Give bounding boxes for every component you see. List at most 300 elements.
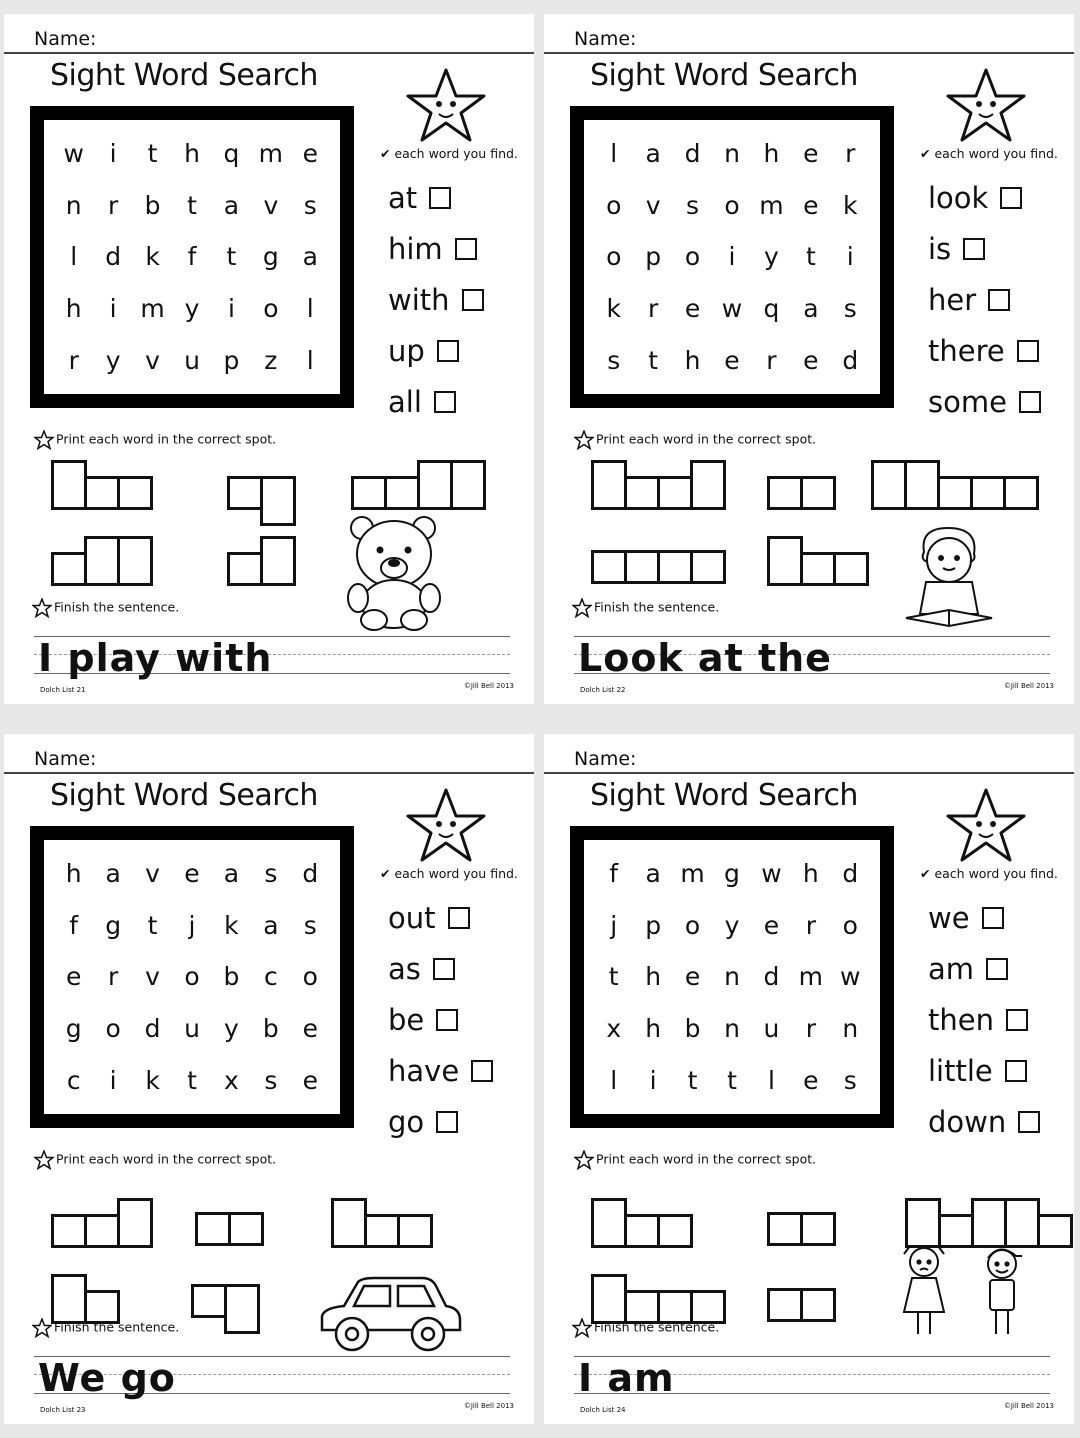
grid-letter[interactable]: b: [144, 190, 161, 220]
word-item: [928, 223, 1041, 274]
grid-letter[interactable]: e: [684, 294, 701, 324]
grid-letter[interactable]: s: [303, 910, 317, 940]
grid-letter[interactable]: p: [223, 345, 240, 375]
grid-letter[interactable]: s: [264, 859, 278, 889]
grid-letter[interactable]: w: [63, 139, 84, 169]
word-text: little: [928, 1053, 993, 1088]
grid-letter[interactable]: r: [845, 139, 856, 169]
word-search-frame: [30, 106, 354, 408]
grid-letter[interactable]: g: [105, 910, 122, 940]
grid-letter[interactable]: m: [798, 962, 824, 992]
grid-letter[interactable]: h: [645, 1014, 662, 1044]
grid-letter[interactable]: j: [188, 910, 196, 940]
word-checkbox[interactable]: [437, 340, 459, 362]
word-checkbox[interactable]: [433, 958, 455, 980]
grid-letter[interactable]: i: [109, 139, 117, 169]
grid-letter[interactable]: v: [145, 962, 160, 992]
grid-letter[interactable]: s: [843, 294, 857, 324]
grid-letter[interactable]: e: [803, 345, 819, 375]
word-shape-boxes[interactable]: [770, 1212, 836, 1246]
word-item: [388, 325, 484, 376]
word-text: we: [928, 900, 970, 935]
grid-letter[interactable]: u: [184, 345, 200, 375]
letter-box[interactable]: [417, 460, 453, 510]
grid-letter[interactable]: o: [184, 962, 200, 992]
word-shape-boxes[interactable]: [230, 476, 296, 510]
grid-letter[interactable]: s: [686, 190, 700, 220]
letter-box[interactable]: [971, 1198, 1007, 1248]
word-checkbox[interactable]: [982, 907, 1004, 929]
grid-letter[interactable]: r: [647, 294, 659, 324]
word-item: [928, 892, 1040, 943]
grid-letter[interactable]: t: [147, 910, 158, 940]
letter-box[interactable]: [227, 552, 263, 586]
name-label: Name:: [574, 28, 637, 50]
letter-box[interactable]: [84, 1214, 120, 1248]
letter-box[interactable]: [191, 1284, 227, 1318]
word-shape-boxes[interactable]: [770, 536, 869, 586]
star-face-icon: [406, 786, 486, 864]
grid-letter[interactable]: a: [645, 139, 661, 169]
grid-letter[interactable]: t: [687, 1065, 698, 1095]
letter-box[interactable]: [227, 476, 263, 510]
grid-letter[interactable]: l: [306, 345, 314, 375]
copyright-label: ©Jill Bell 2013: [1003, 1402, 1054, 1410]
grid-letter[interactable]: a: [803, 294, 819, 324]
word-text: then: [928, 1002, 994, 1037]
word-item: [928, 994, 1040, 1045]
word-checkbox[interactable]: [963, 238, 985, 260]
grid-letter[interactable]: a: [302, 242, 318, 272]
grid-letter[interactable]: r: [805, 910, 816, 940]
grid-letter[interactable]: y: [724, 910, 740, 940]
grid-letter[interactable]: a: [263, 910, 279, 940]
grid-letter[interactable]: k: [145, 1065, 160, 1095]
sentence-starter: I play with: [38, 636, 273, 680]
grid-letter[interactable]: o: [684, 910, 701, 940]
grid-letter[interactable]: d: [684, 139, 701, 169]
grid-letter[interactable]: m: [258, 139, 284, 169]
grid-letter[interactable]: n: [724, 962, 740, 992]
grid-letter[interactable]: d: [763, 962, 780, 992]
word-text: him: [388, 231, 443, 266]
grid-letter[interactable]: q: [763, 294, 780, 324]
letter-box[interactable]: [195, 1212, 231, 1246]
letter-box[interactable]: [364, 1214, 400, 1248]
grid-letter[interactable]: e: [724, 345, 740, 375]
word-shape-boxes[interactable]: [770, 1288, 836, 1322]
word-shape-boxes[interactable]: [594, 1198, 693, 1248]
copyright-label: ©Jill Bell 2013: [1003, 682, 1054, 690]
grid-letter[interactable]: e: [66, 962, 82, 992]
grid-letter[interactable]: h: [802, 859, 819, 889]
grid-letter[interactable]: d: [302, 859, 319, 889]
letter-box[interactable]: [767, 536, 803, 586]
grid-letter[interactable]: o: [606, 242, 622, 272]
word-text: with: [388, 282, 450, 317]
word-item: [928, 943, 1040, 994]
grid-letter[interactable]: n: [724, 139, 740, 169]
finish-instruction: [572, 1318, 719, 1338]
grid-letter[interactable]: r: [805, 1014, 816, 1044]
grid-letter[interactable]: s: [264, 1065, 278, 1095]
letter-box[interactable]: [624, 476, 660, 510]
grid-letter[interactable]: c: [263, 962, 278, 992]
grid-letter[interactable]: e: [803, 190, 819, 220]
word-checkbox[interactable]: [436, 1009, 458, 1031]
grid-letter[interactable]: t: [727, 1065, 737, 1095]
grid-letter[interactable]: o: [684, 242, 701, 272]
word-shape-boxes[interactable]: [334, 1198, 433, 1248]
grid-letter[interactable]: n: [842, 1014, 859, 1044]
grid-letter[interactable]: k: [606, 294, 621, 324]
finish-instruction: [32, 598, 179, 618]
grid-letter[interactable]: a: [223, 190, 240, 220]
word-search-grid: [54, 848, 330, 1106]
grid-letter[interactable]: t: [805, 242, 816, 272]
grid-letter[interactable]: t: [147, 139, 158, 169]
worksheet-dolch-24: [544, 734, 1074, 1424]
worksheet-title: Sight Word Search: [590, 778, 858, 813]
letter-box[interactable]: [84, 536, 120, 586]
grid-letter[interactable]: e: [803, 1065, 819, 1095]
word-shape-boxes[interactable]: [54, 536, 153, 586]
grid-letter[interactable]: w: [761, 859, 782, 889]
word-text: at: [388, 180, 418, 215]
letter-box[interactable]: [224, 1284, 260, 1334]
letter-box[interactable]: [833, 552, 869, 586]
grid-letter[interactable]: w: [721, 294, 743, 324]
word-checkbox[interactable]: [455, 238, 477, 260]
letter-box[interactable]: [397, 1214, 433, 1248]
worksheet-dolch-22: [544, 14, 1074, 704]
letter-box[interactable]: [657, 1214, 693, 1248]
grid-letter[interactable]: y: [764, 242, 779, 272]
grid-letter[interactable]: i: [227, 294, 235, 324]
word-checkbox[interactable]: [434, 391, 456, 413]
word-text: some: [928, 384, 1007, 419]
letter-box[interactable]: [117, 476, 153, 510]
teddy-bear-illustration: [344, 514, 444, 632]
letter-box[interactable]: [51, 1214, 87, 1248]
grid-letter[interactable]: p: [645, 242, 662, 272]
grid-letter[interactable]: v: [645, 190, 661, 220]
letter-box[interactable]: [228, 1212, 264, 1246]
print-instruction: [34, 430, 276, 450]
star-icon: [32, 1320, 54, 1335]
grid-letter[interactable]: d: [105, 242, 122, 272]
grid-letter[interactable]: e: [302, 139, 318, 169]
grid-letter[interactable]: b: [223, 962, 240, 992]
grid-letter[interactable]: e: [684, 962, 701, 992]
star-face-icon: [946, 66, 1026, 144]
word-shape-boxes[interactable]: [54, 1198, 153, 1248]
letter-box[interactable]: [767, 1288, 803, 1322]
word-item: [388, 274, 484, 325]
letter-box[interactable]: [117, 536, 153, 586]
word-checkbox[interactable]: [462, 289, 484, 311]
word-item: [928, 325, 1041, 376]
word-list: [388, 172, 484, 427]
word-checkbox[interactable]: [436, 1111, 458, 1133]
letter-box[interactable]: [591, 1198, 627, 1248]
word-shape-boxes[interactable]: [594, 460, 726, 510]
letter-box[interactable]: [657, 476, 693, 510]
word-shape-boxes[interactable]: [594, 550, 726, 584]
word-search-frame: [570, 106, 894, 408]
grid-letter[interactable]: i: [109, 294, 117, 324]
letter-box[interactable]: [657, 550, 693, 584]
grid-letter[interactable]: i: [728, 242, 736, 272]
letter-box[interactable]: [450, 460, 486, 510]
grid-letter[interactable]: g: [262, 242, 279, 272]
grid-letter[interactable]: x: [224, 1065, 239, 1095]
grid-letter[interactable]: o: [842, 910, 858, 940]
word-list: [388, 892, 493, 1147]
letter-box[interactable]: [84, 476, 120, 510]
letter-box[interactable]: [1003, 476, 1039, 510]
letter-box[interactable]: [591, 460, 627, 510]
word-text: there: [928, 333, 1005, 368]
star-icon: [574, 1152, 596, 1167]
word-checkbox[interactable]: [1006, 1009, 1028, 1031]
grid-letter[interactable]: e: [302, 1014, 318, 1044]
word-shape-boxes[interactable]: [230, 536, 296, 586]
grid-letter[interactable]: f: [69, 910, 79, 940]
grid-letter[interactable]: r: [107, 190, 119, 220]
grid-letter[interactable]: i: [649, 1065, 657, 1095]
grid-letter[interactable]: r: [107, 962, 119, 992]
grid-letter[interactable]: o: [302, 962, 318, 992]
letter-box[interactable]: [351, 476, 387, 510]
grid-letter[interactable]: o: [263, 294, 279, 324]
letter-box[interactable]: [591, 1274, 627, 1324]
grid-letter[interactable]: v: [145, 859, 160, 889]
grid-letter[interactable]: m: [759, 190, 784, 220]
word-text: all: [388, 384, 422, 419]
word-checkbox[interactable]: [448, 907, 470, 929]
letter-box[interactable]: [800, 1288, 836, 1322]
grid-letter[interactable]: h: [65, 294, 82, 324]
grid-letter[interactable]: t: [187, 1065, 197, 1095]
grid-letter[interactable]: d: [144, 1014, 161, 1044]
grid-letter[interactable]: o: [724, 190, 740, 220]
word-item: [928, 274, 1041, 325]
grid-letter[interactable]: n: [65, 190, 82, 220]
letter-box[interactable]: [260, 476, 296, 526]
star-icon: [572, 600, 594, 615]
worksheet-title: Sight Word Search: [50, 58, 318, 93]
grid-letter[interactable]: u: [184, 1014, 200, 1044]
grid-letter[interactable]: y: [224, 1014, 239, 1044]
dolch-list-label: Dolch List 22: [580, 686, 626, 694]
letter-box[interactable]: [905, 1198, 941, 1248]
grid-letter[interactable]: k: [145, 242, 160, 272]
letter-box[interactable]: [904, 460, 940, 510]
letter-box[interactable]: [624, 1214, 660, 1248]
grid-letter[interactable]: e: [302, 1065, 318, 1095]
letter-box[interactable]: [384, 476, 420, 510]
word-checkbox[interactable]: [429, 187, 451, 209]
grid-letter[interactable]: b: [262, 1014, 279, 1044]
letter-box[interactable]: [624, 550, 660, 584]
grid-letter[interactable]: p: [645, 910, 662, 940]
grid-letter[interactable]: g: [724, 859, 740, 889]
word-item: [388, 994, 493, 1045]
grid-letter[interactable]: c: [66, 1065, 81, 1095]
star-icon: [32, 600, 54, 615]
grid-letter[interactable]: f: [187, 242, 197, 272]
grid-letter[interactable]: q: [223, 139, 240, 169]
word-shape-boxes[interactable]: [354, 460, 486, 510]
grid-letter[interactable]: u: [763, 1014, 780, 1044]
grid-letter[interactable]: s: [843, 1065, 857, 1095]
grid-letter[interactable]: b: [684, 1014, 701, 1044]
word-checkbox[interactable]: [1000, 187, 1022, 209]
letter-box[interactable]: [690, 550, 726, 584]
word-shape-boxes[interactable]: [594, 1274, 726, 1324]
worksheet-dolch-23: [4, 734, 534, 1424]
word-shape-boxes[interactable]: [54, 1274, 120, 1324]
word-item: [388, 376, 484, 427]
letter-box[interactable]: [591, 550, 627, 584]
grid-letter[interactable]: w: [840, 962, 861, 992]
finish-instruction: [572, 598, 719, 618]
star-icon: [34, 432, 56, 447]
word-text: her: [928, 282, 977, 317]
grid-letter[interactable]: e: [184, 859, 200, 889]
grid-letter[interactable]: e: [803, 139, 819, 169]
grid-letter[interactable]: y: [105, 345, 121, 375]
word-shape-boxes[interactable]: [770, 476, 836, 510]
letter-box[interactable]: [970, 476, 1006, 510]
grid-letter[interactable]: a: [645, 859, 661, 889]
letter-box[interactable]: [690, 460, 726, 510]
name-line: [4, 772, 534, 774]
letter-box[interactable]: [767, 476, 803, 510]
grid-letter[interactable]: m: [680, 859, 705, 889]
grid-letter[interactable]: x: [606, 1014, 622, 1044]
name-line: [544, 772, 1074, 774]
word-text: is: [928, 231, 952, 266]
word-shape-boxes[interactable]: [908, 1198, 1073, 1248]
letter-box[interactable]: [51, 1274, 87, 1324]
letter-box[interactable]: [800, 552, 836, 586]
word-checkbox[interactable]: [988, 289, 1010, 311]
grid-letter[interactable]: s: [303, 190, 317, 220]
word-item: [388, 1045, 493, 1096]
word-text: down: [928, 1104, 1007, 1139]
grid-letter[interactable]: t: [648, 345, 659, 375]
grid-letter[interactable]: l: [767, 1065, 775, 1095]
grid-letter[interactable]: r: [766, 345, 777, 375]
grid-letter[interactable]: v: [263, 190, 279, 220]
print-instruction-text: Print each word in the correct spot.: [596, 431, 817, 447]
grid-letter[interactable]: k: [224, 910, 239, 940]
grid-letter[interactable]: z: [264, 345, 278, 375]
grid-letter[interactable]: d: [842, 859, 859, 889]
grid-letter[interactable]: t: [226, 242, 237, 272]
grid-letter[interactable]: l: [610, 1065, 618, 1095]
letter-box[interactable]: [871, 460, 907, 510]
find-instruction: ✔ each word you find.: [920, 146, 1058, 161]
grid-letter[interactable]: l: [306, 294, 314, 324]
grid-letter[interactable]: t: [187, 190, 197, 220]
word-text: look: [928, 180, 989, 215]
word-checkbox[interactable]: [1017, 340, 1039, 362]
grid-letter[interactable]: j: [610, 910, 618, 940]
grid-letter[interactable]: i: [846, 242, 854, 272]
word-text: out: [388, 900, 436, 935]
grid-letter[interactable]: n: [724, 1014, 740, 1044]
grid-letter[interactable]: r: [68, 345, 79, 375]
letter-box[interactable]: [117, 1198, 153, 1248]
grid-letter[interactable]: o: [606, 190, 622, 220]
grid-letter[interactable]: h: [65, 859, 82, 889]
grid-letter[interactable]: i: [109, 1065, 117, 1095]
grid-letter[interactable]: k: [843, 190, 858, 220]
grid-letter[interactable]: l: [610, 139, 618, 169]
grid-letter[interactable]: o: [105, 1014, 121, 1044]
grid-letter[interactable]: s: [607, 345, 621, 375]
grid-letter[interactable]: l: [70, 242, 78, 272]
letter-box[interactable]: [800, 476, 836, 510]
copyright-label: ©Jill Bell 2013: [463, 1402, 514, 1410]
name-label: Name:: [34, 28, 97, 50]
letter-box[interactable]: [1004, 1198, 1040, 1248]
worksheet-dolch-21: [4, 14, 534, 704]
grid-letter[interactable]: a: [105, 859, 121, 889]
grid-letter[interactable]: d: [842, 345, 859, 375]
grid-letter[interactable]: t: [608, 962, 619, 992]
letter-box[interactable]: [51, 552, 87, 586]
letter-box[interactable]: [51, 460, 87, 510]
word-shape-boxes[interactable]: [194, 1284, 260, 1318]
letter-box[interactable]: [937, 476, 973, 510]
word-shape-boxes[interactable]: [54, 460, 153, 510]
word-checkbox[interactable]: [986, 958, 1008, 980]
word-search-grid: [594, 128, 870, 386]
sentence-starter: Look at the: [578, 636, 832, 680]
letter-box[interactable]: [800, 1212, 836, 1246]
grid-letter[interactable]: e: [763, 910, 780, 940]
grid-letter[interactable]: h: [645, 962, 662, 992]
print-instruction-text: Print each word in the correct spot.: [56, 1151, 277, 1167]
print-instruction-text: Print each word in the correct spot.: [596, 1151, 817, 1167]
grid-letter[interactable]: h: [184, 139, 200, 169]
word-checkbox[interactable]: [1019, 391, 1041, 413]
grid-letter[interactable]: v: [145, 345, 160, 375]
letter-box[interactable]: [331, 1198, 367, 1248]
word-shape-boxes[interactable]: [874, 460, 1039, 510]
word-checkbox[interactable]: [1018, 1111, 1040, 1133]
word-item: [928, 1096, 1040, 1147]
dolch-list-label: Dolch List 24: [580, 1406, 626, 1414]
grid-letter[interactable]: y: [184, 294, 200, 324]
grid-letter[interactable]: h: [684, 345, 701, 375]
word-checkbox[interactable]: [1005, 1060, 1027, 1082]
word-item: [388, 892, 493, 943]
letter-box[interactable]: [260, 536, 296, 586]
grid-letter[interactable]: g: [65, 1014, 82, 1044]
word-checkbox[interactable]: [471, 1060, 493, 1082]
letter-box[interactable]: [767, 1212, 803, 1246]
grid-letter[interactable]: f: [609, 859, 619, 889]
grid-letter[interactable]: h: [763, 139, 780, 169]
word-shape-boxes[interactable]: [198, 1212, 264, 1246]
grid-letter[interactable]: a: [223, 859, 240, 889]
grid-letter[interactable]: m: [140, 294, 165, 324]
